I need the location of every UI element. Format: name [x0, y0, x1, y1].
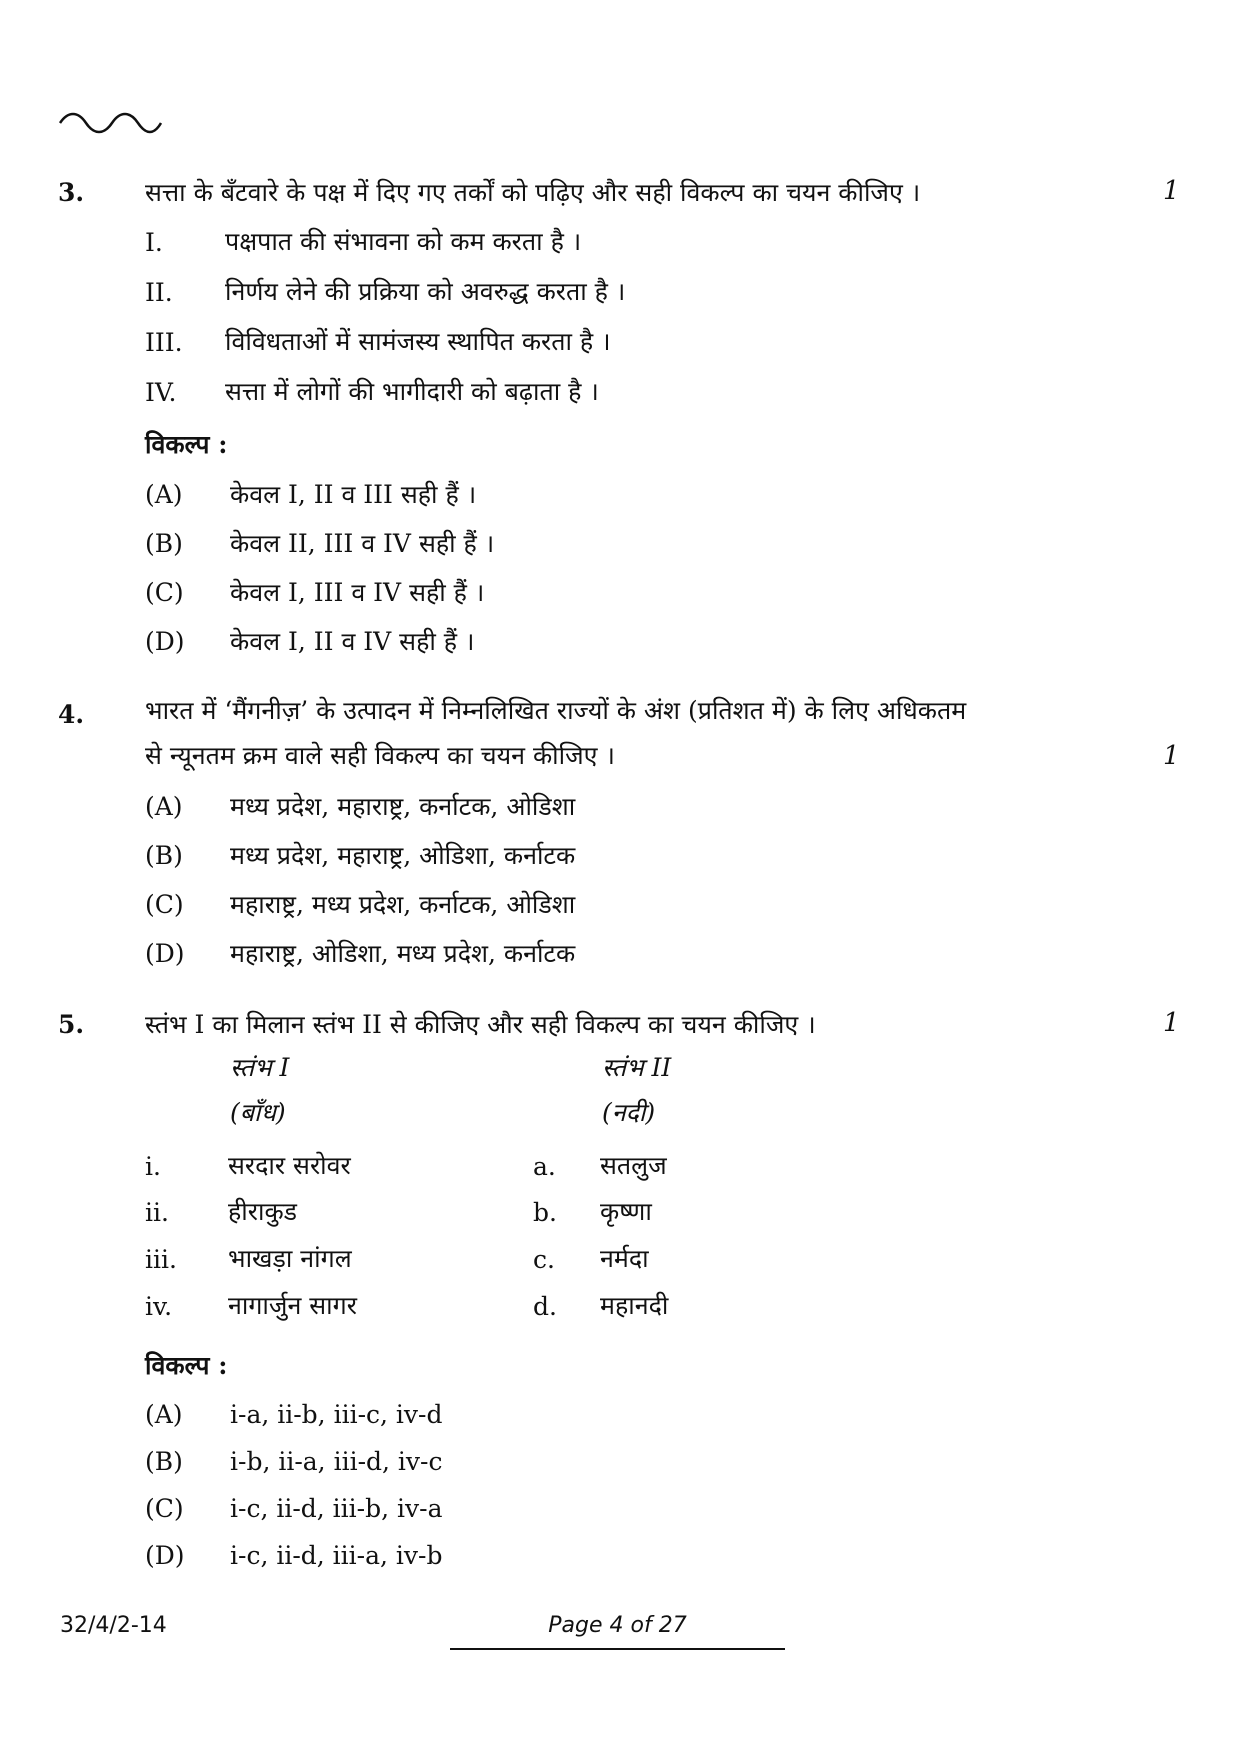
option-label: (C) — [145, 578, 184, 607]
option-label: (B) — [145, 841, 183, 870]
options-heading: विकल्प : — [145, 1351, 228, 1380]
question-3-text: सत्ता के बँटवारे के पक्ष में दिए गए तर्कों को पढ़िए और सही विकल्प का चयन कीजिए । — [145, 178, 921, 207]
question-4-text-line1: भारत में ‘मैंगनीज़’ के उत्पादन में निम्नलिखित राज्यों के अंश (प्रतिशत में) के लिए अधिकतम — [145, 696, 967, 725]
match-left-text: सरदार सरोवर — [228, 1151, 351, 1180]
option-text: केवल I, III व IV सही हैं । — [230, 578, 485, 607]
match-left-index: i. — [145, 1152, 161, 1181]
option-text: i-b, ii-a, iii-d, iv-c — [230, 1447, 443, 1476]
option-label: (D) — [145, 627, 185, 656]
column-1-heading: स्तंभ I — [230, 1053, 290, 1082]
option-label: (B) — [145, 529, 183, 558]
option-label: (B) — [145, 1447, 183, 1476]
question-3-marks: 1 — [1163, 176, 1180, 206]
option-label: (A) — [145, 792, 183, 821]
statement-text: निर्णय लेने की प्रक्रिया को अवरुद्ध करता है । — [225, 277, 626, 306]
statement-number: I. — [145, 228, 163, 257]
question-4-marks: 1 — [1163, 741, 1180, 771]
option-text: केवल II, III व IV सही हैं । — [230, 529, 495, 558]
question-5-number: 5. — [58, 1010, 85, 1039]
option-label: (D) — [145, 1541, 185, 1570]
options-heading: विकल्प : — [145, 430, 228, 459]
question-5-text: स्तंभ I का मिलान स्तंभ II से कीजिए और सही विकल्प का चयन कीजिए । — [145, 1010, 816, 1039]
question-3-number: 3. — [58, 178, 85, 207]
decorative-squiggle-icon — [58, 108, 163, 138]
option-label: (C) — [145, 890, 184, 919]
paper-code: 32/4/2-14 — [60, 1613, 167, 1638]
page-number: Page 4 of 27 — [548, 1613, 687, 1638]
column-2-heading: स्तंभ II — [602, 1053, 672, 1082]
match-right-index: a. — [533, 1152, 556, 1181]
match-left-index: ii. — [145, 1198, 169, 1227]
match-right-index: c. — [533, 1245, 555, 1274]
statement-number: IV. — [145, 378, 177, 407]
option-text: महाराष्ट्र, मध्य प्रदेश, कर्नाटक, ओडिशा — [230, 890, 576, 919]
match-right-text: सतलुज — [600, 1151, 667, 1180]
option-label: (D) — [145, 939, 185, 968]
match-left-text: हीराकुड — [228, 1197, 298, 1226]
option-label: (C) — [145, 1494, 184, 1523]
option-text: मध्य प्रदेश, महाराष्ट्र, कर्नाटक, ओडिशा — [230, 792, 576, 821]
statement-number: II. — [145, 278, 173, 307]
match-right-text: महानदी — [600, 1291, 669, 1320]
question-4-number: 4. — [58, 700, 85, 729]
match-right-text: नर्मदा — [600, 1244, 649, 1273]
match-right-index: d. — [533, 1292, 557, 1321]
option-label: (A) — [145, 480, 183, 509]
statement-text: विविधताओं में सामंजस्य स्थापित करता है । — [225, 327, 611, 356]
statement-text: सत्ता में लोगों की भागीदारी को बढ़ाता है । — [225, 377, 599, 406]
option-text: i-c, ii-d, iii-b, iv-a — [230, 1494, 443, 1523]
option-text: केवल I, II व IV सही हैं । — [230, 627, 475, 656]
option-text: i-c, ii-d, iii-a, iv-b — [230, 1541, 443, 1570]
question-4-text-line2: से न्यूनतम क्रम वाले सही विकल्प का चयन कीजिए । — [145, 741, 615, 770]
column-2-subheading: (नदी) — [602, 1098, 656, 1127]
match-right-text: कृष्णा — [600, 1197, 652, 1226]
statement-number: III. — [145, 328, 183, 357]
option-text: i-a, ii-b, iii-c, iv-d — [230, 1400, 443, 1429]
option-label: (A) — [145, 1400, 183, 1429]
footer-divider — [450, 1648, 785, 1650]
match-left-text: भाखड़ा नांगल — [228, 1244, 352, 1273]
match-right-index: b. — [533, 1198, 557, 1227]
option-text: मध्य प्रदेश, महाराष्ट्र, ओडिशा, कर्नाटक — [230, 841, 576, 870]
match-left-text: नागार्जुन सागर — [228, 1291, 357, 1320]
question-5-marks: 1 — [1163, 1008, 1180, 1038]
match-left-index: iv. — [145, 1292, 173, 1321]
option-text: केवल I, II व III सही हैं । — [230, 480, 477, 509]
column-1-subheading: (बाँध) — [230, 1098, 286, 1127]
option-text: महाराष्ट्र, ओडिशा, मध्य प्रदेश, कर्नाटक — [230, 939, 576, 968]
statement-text: पक्षपात की संभावना को कम करता है । — [225, 227, 582, 256]
match-left-index: iii. — [145, 1245, 177, 1274]
